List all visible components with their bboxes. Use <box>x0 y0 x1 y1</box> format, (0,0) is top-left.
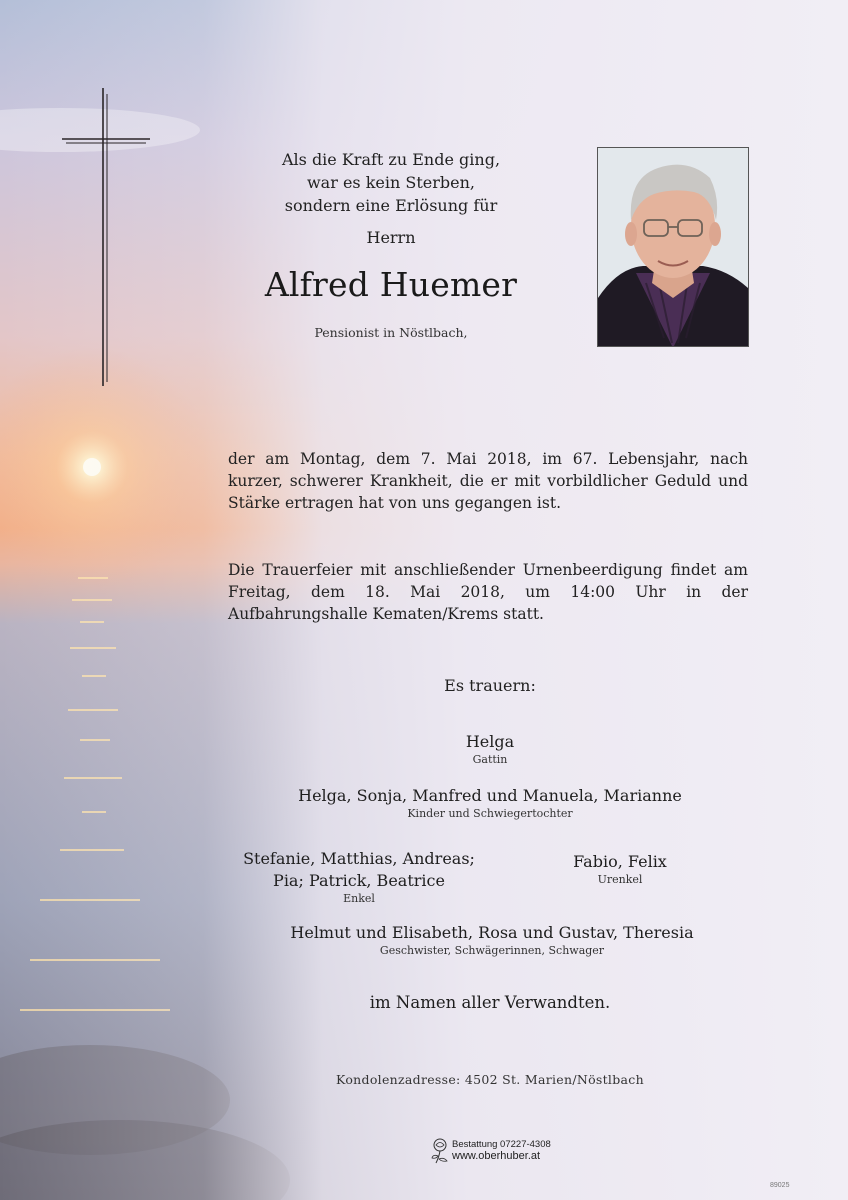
mourner-relation: Enkel <box>343 892 375 905</box>
intro-line: sondern eine Erlösung für <box>284 196 498 215</box>
mourner-names: Helga, Sonja, Manfred und Manuela, Marianne <box>298 786 682 805</box>
mourner-group-great-grandchildren <box>540 851 700 887</box>
ceremony-text: Die Trauerfeier mit anschließender Urnenbeerdigung findet am Freitag, dem 18. Mai 2018, um 14:00 Uhr in der Aufbahrungshalle Kematen/Krems statt. <box>228 561 748 623</box>
intro-line: Als die Kraft zu Ende ging, <box>281 150 501 169</box>
portrait-photo <box>597 147 749 347</box>
death-notice-text: der am Montag, dem 7. Mai 2018, im 67. Lebensjahr, nach kurzer, schwerer Krankheit, die er mit vorbildlicher Geduld und Stärke ertragen hat von uns gegangen ist. <box>228 450 748 512</box>
mourner-names: Helmut und Elisabeth, Rosa und Gustav, Theresia <box>290 923 694 942</box>
mourner-relation: Geschwister, Schwägerinnen, Schwager <box>379 944 605 957</box>
mourner-group-siblings <box>262 922 722 958</box>
undertaker-footer <box>430 1137 600 1171</box>
mourners-title: Es trauern: <box>444 676 536 695</box>
mourner-group-spouse <box>390 731 590 767</box>
form-code: 89025 <box>770 1182 790 1189</box>
undertaker-phone: Bestattung 07227-4308 <box>452 1139 551 1150</box>
mourner-names: Fabio, Felix <box>573 852 667 871</box>
mourner-names: Stefanie, Matthias, Andreas; <box>243 849 475 868</box>
salutation: Herrn <box>366 228 416 247</box>
deceased-name: Alfred Huemer <box>264 265 518 304</box>
cross-icon <box>60 86 152 388</box>
condolence-address: Kondolenzadresse: 4502 St. Marien/Nöstlbach <box>336 1072 644 1087</box>
mourner-group-children <box>270 785 710 821</box>
mourner-group-grandchildren <box>228 848 490 906</box>
mourner-relation: Urenkel <box>597 873 643 886</box>
mourner-relation: Kinder und Schwiegertochter <box>407 807 573 820</box>
mourner-names: Helga <box>465 732 515 751</box>
undertaker-website-link[interactable]: www.oberhuber.at <box>452 1150 541 1162</box>
mourner-names: Pia; Patrick, Beatrice <box>273 871 445 890</box>
mourner-relation: Gattin <box>472 753 508 766</box>
intro-line: war es kein Sterben, <box>306 173 475 192</box>
deceased-occupation: Pensionist in Nöstlbach, <box>314 325 468 340</box>
on-behalf-line: im Namen aller Verwandten. <box>369 993 611 1012</box>
rose-logo-icon <box>430 1137 452 1165</box>
